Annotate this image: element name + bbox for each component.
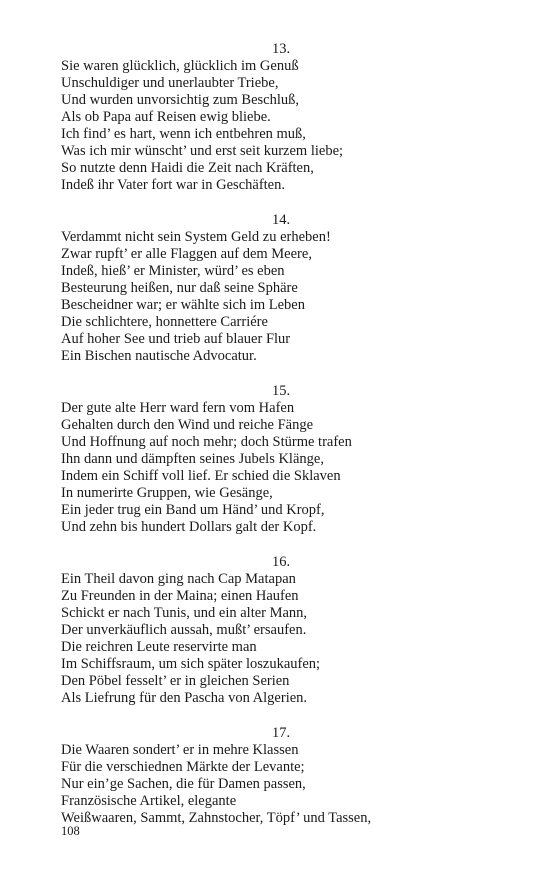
verse-line: Ein jeder trug ein Band um Händ’ und Kropf, bbox=[61, 502, 325, 518]
verse-line: Französische Artikel, elegante bbox=[61, 793, 237, 809]
verse-line: Ich find’ es hart, wenn ich entbehren muß, bbox=[61, 126, 306, 142]
verse-line: Ein Theil davon ging nach Cap Matapan bbox=[61, 571, 296, 587]
stanza-15 bbox=[61, 383, 501, 536]
verse-line: Und Hoffnung auf noch mehr; doch Stürme trafen bbox=[61, 434, 352, 450]
verse-line: Ein Bischen nautische Advocatur. bbox=[61, 348, 257, 364]
page-body bbox=[61, 41, 501, 845]
verse-line: Die Waaren sondert’ er in mehre Klassen bbox=[61, 742, 299, 758]
verse-line: Besteurung heißen, nur daß seine Sphäre bbox=[61, 280, 298, 296]
verse-line: Weißwaaren, Sammt, Zahnstocher, Töpf’ und Tassen, bbox=[61, 810, 372, 826]
stanza-16 bbox=[61, 554, 501, 707]
verse-line: Indem ein Schiff voll lief. Er schied die Sklaven bbox=[61, 468, 341, 484]
page-number: 108 bbox=[61, 824, 80, 838]
verse-line: Den Pöbel fesselt’ er in gleichen Serien bbox=[61, 673, 290, 689]
verse-line: Sie waren glücklich, glücklich im Genuß bbox=[61, 58, 299, 74]
verse-line: Indeß ihr Vater fort war in Geschäften. bbox=[61, 177, 285, 193]
verse-line: Die schlichtere, honnettere Carriére bbox=[61, 314, 268, 330]
stanza-number: 13. bbox=[271, 41, 291, 57]
verse-line: Im Schiffsraum, um sich später loszukaufen; bbox=[61, 656, 321, 672]
verse-line: Für die verschiednen Märkte der Levante; bbox=[61, 759, 305, 775]
verse-line: In numerirte Gruppen, wie Gesänge, bbox=[61, 485, 273, 501]
verse-line: Zu Freunden in der Maina; einen Haufen bbox=[61, 588, 299, 604]
verse-line: Ihn dann und dämpften seines Jubels Klänge, bbox=[61, 451, 324, 467]
verse-line: Als ob Papa auf Reisen ewig bliebe. bbox=[61, 109, 271, 125]
stanza-13 bbox=[61, 41, 501, 194]
verse-line: So nutzte denn Haidi die Zeit nach Kräften, bbox=[61, 160, 314, 176]
stanza-14 bbox=[61, 212, 501, 365]
stanza-number: 17. bbox=[271, 725, 291, 741]
stanza-number: 16. bbox=[271, 554, 291, 570]
verse-line: Und zehn bis hundert Dollars galt der Kopf. bbox=[61, 519, 317, 535]
verse-line: Nur ein’ge Sachen, die für Damen passen, bbox=[61, 776, 306, 792]
stanza-17 bbox=[61, 725, 501, 827]
verse-line: Und wurden unvorsichtig zum Beschluß, bbox=[61, 92, 300, 108]
verse-line: Der gute alte Herr ward fern vom Hafen bbox=[61, 400, 295, 416]
verse-line: Der unverkäuflich aussah, mußt’ ersaufen. bbox=[61, 622, 307, 638]
verse-line: Indeß, hieß’ er Minister, würd’ es eben bbox=[61, 263, 285, 279]
verse-line: Zwar rupft’ er alle Flaggen auf dem Meere, bbox=[61, 246, 312, 262]
verse-line: Was ich mir wünscht’ und erst seit kurzem liebe; bbox=[61, 143, 344, 159]
verse-line: Verdammt nicht sein System Geld zu erheben! bbox=[61, 229, 331, 245]
verse-line: Die reichren Leute reservirte man bbox=[61, 639, 257, 655]
verse-line: Unschuldiger und unerlaubter Triebe, bbox=[61, 75, 279, 91]
verse-line: Gehalten durch den Wind und reiche Fänge bbox=[61, 417, 314, 433]
verse-line: Bescheidner war; er wählte sich im Leben bbox=[61, 297, 305, 313]
stanza-number: 14. bbox=[271, 212, 291, 228]
stanza-number: 15. bbox=[271, 383, 291, 399]
verse-line: Schickt er nach Tunis, und ein alter Mann, bbox=[61, 605, 308, 621]
verse-line: Auf hoher See und trieb auf blauer Flur bbox=[61, 331, 291, 347]
verse-line: Als Liefrung für den Pascha von Algerien. bbox=[61, 690, 308, 706]
